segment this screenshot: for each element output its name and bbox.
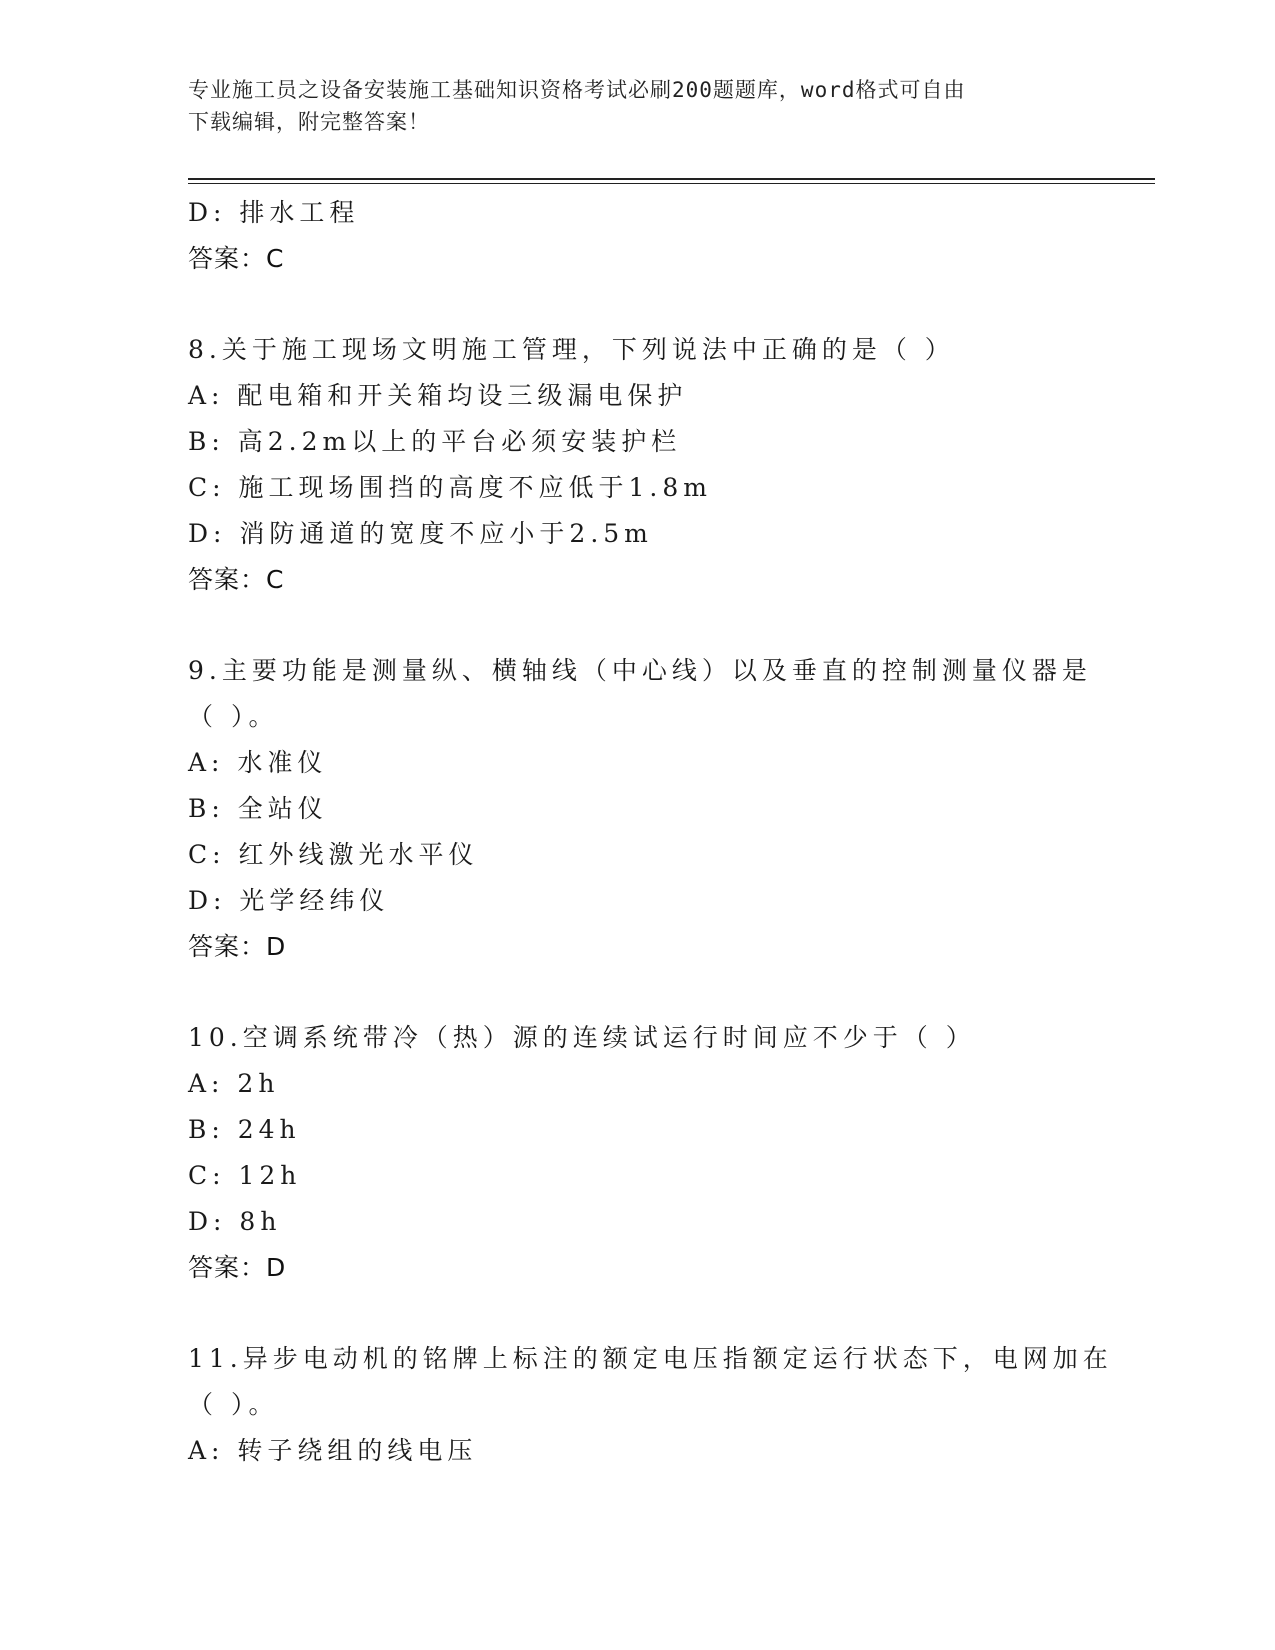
option-b: B: 高2.2m以上的平台必须安装护栏 (188, 427, 682, 456)
option-a: A: 配电箱和开关箱均设三级漏电保护 (188, 381, 688, 410)
spacer (188, 1291, 1148, 1336)
spacer (188, 282, 1148, 327)
question-9 (188, 648, 1148, 970)
question-11 (188, 1336, 1148, 1474)
option-c: C: 12h (188, 1161, 302, 1190)
question-7-tail (188, 190, 1148, 282)
option-a: A: 2h (188, 1069, 280, 1098)
option-b: B: 24h (188, 1115, 301, 1144)
option-c: C: 施工现场围挡的高度不应低于1.8m (188, 473, 712, 502)
option-a: A: 水准仪 (188, 748, 328, 777)
header-divider-thick (188, 178, 1155, 180)
header-line-1: 专业施工员之设备安装施工基础知识资格考试必刷200题题库，word格式可自由 (188, 78, 966, 102)
option-d: D: 排水工程 (188, 198, 360, 227)
answer-line: 答案：C (188, 565, 285, 594)
spacer (188, 603, 1148, 648)
question-stem-continued: （ ）。 (188, 1390, 279, 1419)
page-header (188, 74, 1088, 138)
question-stem: 8.关于施工现场文明施工管理，下列说法中正确的是（ ） (188, 335, 955, 364)
option-c: C: 红外线激光水平仪 (188, 840, 479, 869)
question-stem: 10.空调系统带冷（热）源的连续试运行时间应不少于（ ） (188, 1023, 976, 1052)
spacer (188, 970, 1148, 1015)
option-a: A: 转子绕组的线电压 (188, 1436, 478, 1465)
option-b: B: 全站仪 (188, 794, 328, 823)
answer-line: 答案：D (188, 1253, 287, 1282)
question-10 (188, 1015, 1148, 1291)
question-stem: 11.异步电动机的铭牌上标注的额定电压指额定运行状态下，电网加在 (188, 1344, 1113, 1373)
answer-line: 答案：D (188, 932, 287, 961)
option-d: D: 光学经纬仪 (188, 886, 390, 915)
answer-line: 答案：C (188, 244, 285, 273)
question-list (188, 190, 1148, 1474)
question-stem-continued: （ ）。 (188, 702, 279, 731)
option-d: D: 8h (188, 1207, 282, 1236)
option-d: D: 消防通道的宽度不应小于2.5m (188, 519, 653, 548)
question-8 (188, 327, 1148, 603)
header-divider-thin (188, 183, 1155, 184)
header-line-2: 下载编辑，附完整答案！ (188, 110, 430, 134)
question-stem: 9.主要功能是测量纵、横轴线（中心线）以及垂直的控制测量仪器是 (188, 656, 1092, 685)
